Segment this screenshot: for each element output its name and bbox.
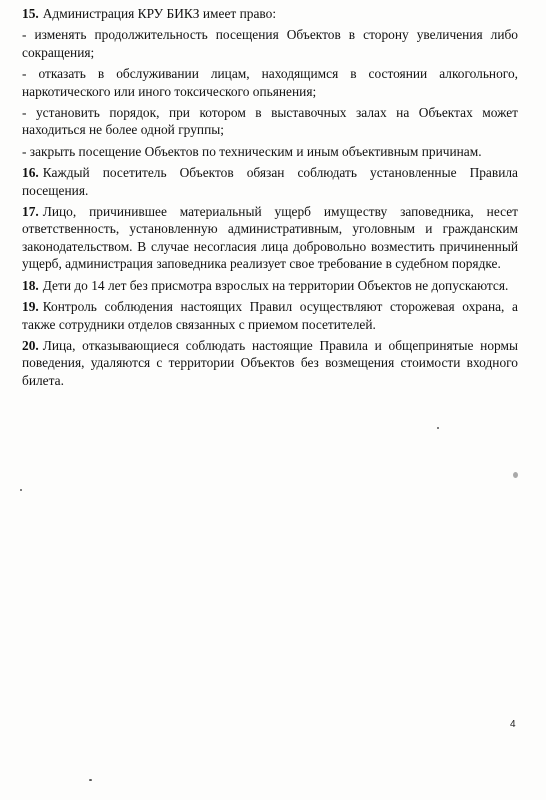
scan-speck <box>89 779 92 781</box>
clause-number: 15. <box>22 6 39 21</box>
clause-15-item-2: - отказать в обслуживании лицам, находящимся в состоянии алкогольного, наркотического или иного токсического опьянения; <box>22 66 518 99</box>
clause-16 <box>22 164 518 199</box>
clause-number: 18. <box>22 277 39 293</box>
document-body <box>22 5 518 393</box>
clause-number: 17. <box>22 204 39 220</box>
clause-text: Администрация КРУ БИКЗ имеет право: <box>42 6 277 21</box>
scan-speck <box>20 489 22 491</box>
clause-15-item-4: - закрыть посещение Объектов по техническим и иным объективным причинам. <box>22 143 482 159</box>
clause-text: Каждый посетитель Объектов обязан соблюдать установленные Правила посещения. <box>22 165 518 198</box>
clause-number: 16. <box>22 165 39 181</box>
scan-speck <box>513 472 518 478</box>
clause-text: Лица, отказывающиеся соблюдать настоящие Правила и общепринятые нормы поведения, удаляются с территории Объектов без возмещения стоимости входного билета. <box>22 337 518 388</box>
page-number: 4 <box>510 719 516 730</box>
clause-20 <box>22 337 518 389</box>
clause-17 <box>22 203 518 273</box>
clause-19 <box>22 298 518 333</box>
scan-speck <box>437 427 439 429</box>
clause-number: 19. <box>22 299 39 315</box>
clause-15-item-1: - изменять продолжительность посещения Объектов в сторону увеличения либо сокращения; <box>22 27 518 60</box>
clause-number: 20. <box>22 337 39 353</box>
clause-18 <box>22 277 518 294</box>
clause-text: Контроль соблюдения настоящих Правил осуществляют сторожевая охрана, а также сотрудники отделов связанных с приемом посетителей. <box>22 299 518 332</box>
clause-text: Лицо, причинившее материальный ущерб имуществу заповедника, несет ответственность, установленную административным, уголовным и гражданским законодательством. В случае несогласия лица добровольно возместить причиненный ущерб, администрация заповедника реализует свое требование в судебном порядке. <box>22 204 518 272</box>
clause-text: Дети до 14 лет без присмотра взрослых на территории Объектов не допускаются. <box>42 277 509 293</box>
clause-15-item-3: - установить порядок, при котором в выставочных залах на Объектах может находиться не более одной группы; <box>22 105 518 138</box>
clause-15 <box>22 5 518 22</box>
